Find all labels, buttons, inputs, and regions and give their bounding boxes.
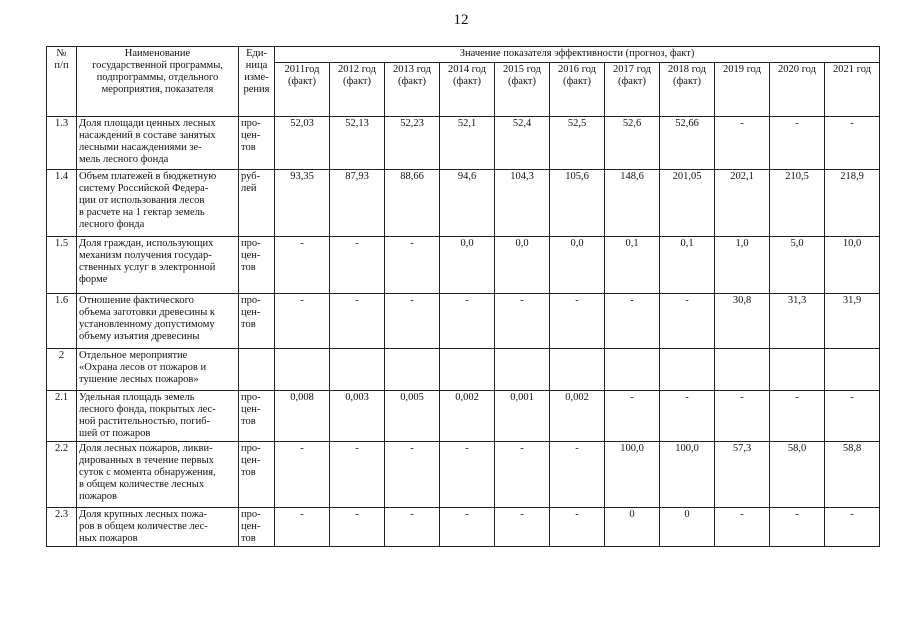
value-cell [275,349,330,391]
value-cell: 52,6 [605,117,660,170]
value-cell: 58,0 [770,442,825,508]
value-cell: 1,0 [715,237,770,294]
header-year: 2011год (факт) [275,63,330,117]
value-cell [770,349,825,391]
row-number: 2.2 [47,442,77,508]
value-cell: - [330,237,385,294]
value-cell: - [660,391,715,442]
table-row [47,442,880,508]
value-cell: 52,23 [385,117,440,170]
value-cell: - [440,442,495,508]
table-body [47,117,880,547]
value-cell: 31,9 [825,294,880,349]
value-cell: 0 [660,508,715,547]
value-cell: 52,03 [275,117,330,170]
indicator-name: Доля площади ценных лесных насаждений в составе занятых лесными насаждениями зе- мель лесного фонда [77,117,239,170]
indicator-name: Отношение фактического объема заготовки древесины к установленному допустимому объему изъятия древесины [77,294,239,349]
value-cell: - [550,294,605,349]
row-number: 1.3 [47,117,77,170]
value-cell [715,349,770,391]
header-num [47,47,77,117]
header-year: 2016 год (факт) [550,63,605,117]
value-cell: 201,05 [660,170,715,237]
value-cell: 0,002 [440,391,495,442]
table-row [47,391,880,442]
header-year: 2020 год [770,63,825,117]
table-row [47,117,880,170]
indicator-name: Удельная площадь земель лесного фонда, покрытых лес- ной растительностью, погиб- шей от пожаров [77,391,239,442]
value-cell: 94,6 [440,170,495,237]
value-cell: - [715,391,770,442]
value-cell: 100,0 [660,442,715,508]
value-cell: 0,1 [660,237,715,294]
value-cell: - [770,117,825,170]
header-unit-text: Еди- ница изме- рения [243,48,270,95]
value-cell: 58,8 [825,442,880,508]
value-cell: 0,0 [550,237,605,294]
value-cell: - [825,508,880,547]
value-cell: - [770,391,825,442]
value-cell: - [330,442,385,508]
value-cell: - [275,237,330,294]
header-values-group: Значение показателя эффективности (прогноз, факт) [275,47,880,63]
value-cell: 93,35 [275,170,330,237]
value-cell: - [495,442,550,508]
header-year: 2017 год (факт) [605,63,660,117]
value-cell: - [660,294,715,349]
value-cell: - [495,508,550,547]
value-cell: - [715,508,770,547]
header-unit [239,47,275,117]
value-cell [550,349,605,391]
indicator-name: Доля лесных пожаров, ликви- дированных в течение первых суток с момента обнаружения, в общем количестве лесных пожаров [77,442,239,508]
value-cell: - [770,508,825,547]
indicator-unit: про- цен- тов [239,237,275,294]
indicator-unit [239,349,275,391]
value-cell [330,349,385,391]
value-cell: 218,9 [825,170,880,237]
value-cell: 88,66 [385,170,440,237]
indicator-name: Отдельное мероприятие «Охрана лесов от пожаров и тушение лесных пожаров» [77,349,239,391]
value-cell: - [330,508,385,547]
header-year: 2014 год (факт) [440,63,495,117]
value-cell: - [440,294,495,349]
value-cell: - [275,294,330,349]
row-number: 1.4 [47,170,77,237]
value-cell: - [330,294,385,349]
value-cell: 52,5 [550,117,605,170]
value-cell: - [550,508,605,547]
value-cell: - [385,237,440,294]
value-cell: 52,4 [495,117,550,170]
value-cell: 104,3 [495,170,550,237]
indicator-unit: про- цен- тов [239,508,275,547]
value-cell: 52,13 [330,117,385,170]
value-cell: - [605,294,660,349]
value-cell: 0,002 [550,391,605,442]
value-cell: 0,0 [495,237,550,294]
value-cell: 52,1 [440,117,495,170]
indicator-unit: про- цен- тов [239,117,275,170]
value-cell: 0 [605,508,660,547]
value-cell: - [825,391,880,442]
value-cell: 202,1 [715,170,770,237]
value-cell: 148,6 [605,170,660,237]
indicator-unit: про- цен- тов [239,391,275,442]
row-number: 1.6 [47,294,77,349]
indicator-unit: руб- лей [239,170,275,237]
value-cell [385,349,440,391]
indicator-unit: про- цен- тов [239,294,275,349]
value-cell: 0,1 [605,237,660,294]
value-cell [660,349,715,391]
value-cell: - [495,294,550,349]
header-num-text: № п/п [54,48,69,71]
table-row [47,170,880,237]
value-cell: - [385,508,440,547]
value-cell: - [715,117,770,170]
value-cell: 52,66 [660,117,715,170]
value-cell: 87,93 [330,170,385,237]
row-number: 2.1 [47,391,77,442]
value-cell: 0,0 [440,237,495,294]
value-cell: - [550,442,605,508]
indicator-name: Доля граждан, использующих механизм получения государ- ственных услуг в электронной форме [77,237,239,294]
value-cell: - [440,508,495,547]
value-cell: 0,005 [385,391,440,442]
row-number: 1.5 [47,237,77,294]
value-cell: - [275,508,330,547]
value-cell: - [385,442,440,508]
table-row [47,349,880,391]
header-row-1 [47,47,880,63]
value-cell [440,349,495,391]
header-year: 2012 год (факт) [330,63,385,117]
value-cell: 0,001 [495,391,550,442]
value-cell [495,349,550,391]
value-cell: 105,6 [550,170,605,237]
row-number: 2.3 [47,508,77,547]
page-number: 12 [453,12,469,28]
indicator-name: Доля крупных лесных пожа- ров в общем количестве лес- ных пожаров [77,508,239,547]
table-row [47,237,880,294]
value-cell: 30,8 [715,294,770,349]
value-cell: - [825,117,880,170]
value-cell: 0,003 [330,391,385,442]
value-cell: 31,3 [770,294,825,349]
value-cell [605,349,660,391]
value-cell: 0,008 [275,391,330,442]
value-cell: - [275,442,330,508]
value-cell: 210,5 [770,170,825,237]
header-year: 2018 год (факт) [660,63,715,117]
value-cell: 5,0 [770,237,825,294]
value-cell: 100,0 [605,442,660,508]
table-row [47,294,880,349]
value-cell [825,349,880,391]
indicators-table [46,46,880,547]
indicator-unit: про- цен- тов [239,442,275,508]
value-cell: 10,0 [825,237,880,294]
row-number: 2 [47,349,77,391]
table-row [47,508,880,547]
value-cell: 57,3 [715,442,770,508]
header-name-text: Наименование государственной программы, подпрограммы, отдельного мероприятия, показателя [92,48,223,95]
value-cell: - [605,391,660,442]
header-year: 2019 год [715,63,770,117]
header-year: 2021 год [825,63,880,117]
header-name [77,47,239,117]
header-year: 2015 год (факт) [495,63,550,117]
value-cell: - [385,294,440,349]
indicator-name: Объем платежей в бюджетную систему Российской Федера- ции от использования лесов в расчете на 1 гектар земель лесного фонда [77,170,239,237]
header-year: 2013 год (факт) [385,63,440,117]
